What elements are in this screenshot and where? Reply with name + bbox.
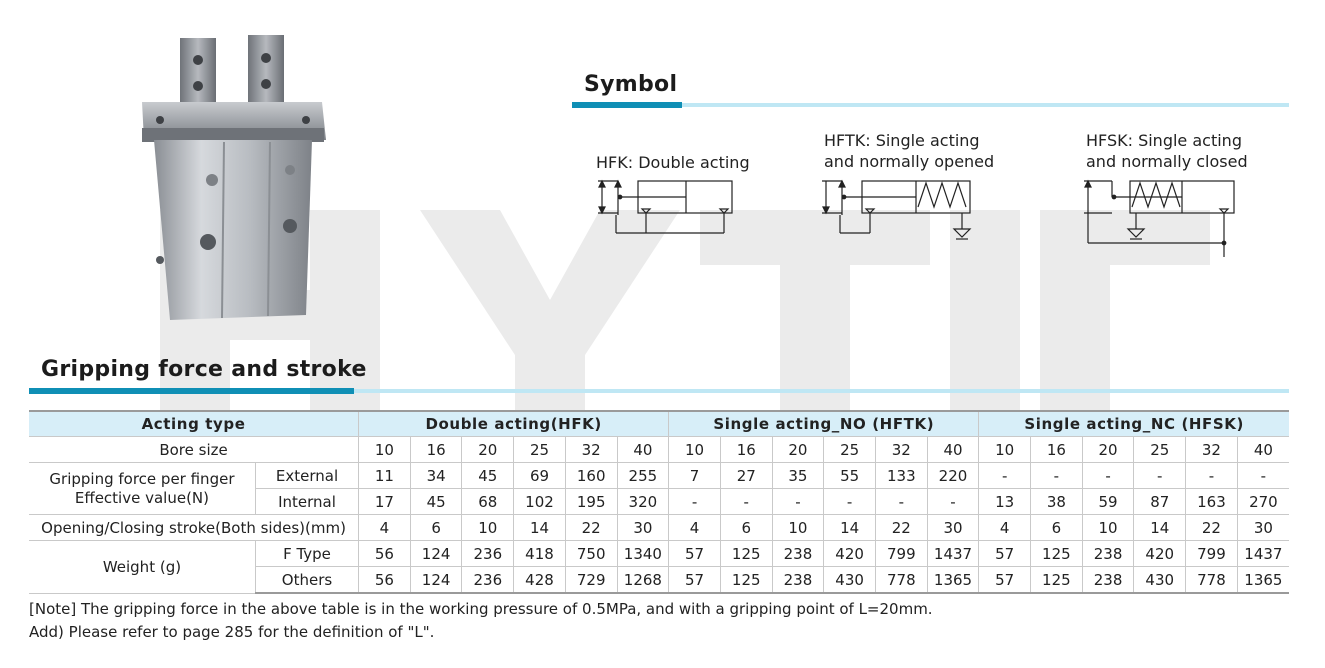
cell: 25 [1134,437,1186,463]
cell: 27 [720,463,772,489]
row-label-others: Others [255,567,358,594]
definition-note: Add) Please refer to page 285 for the definition of "L". [29,623,435,641]
cell: 799 [875,541,927,567]
cell: 40 [927,437,979,463]
hftk-single-acting-no-symbol [822,181,970,239]
cell: 57 [979,541,1031,567]
cell: 238 [772,567,824,594]
cell: 236 [462,567,514,594]
row-label-weight: Weight (g) [29,541,255,594]
group-header-hfk: Double acting(HFK) [359,411,669,437]
cell: - [720,489,772,515]
cell: 56 [359,541,411,567]
hfk-double-acting-symbol [598,181,732,233]
hfsk-label-line2: and normally closed [1086,152,1248,171]
cell: 32 [875,437,927,463]
cell: 30 [617,515,669,541]
hftk-label-line1: HFTK: Single acting [824,131,980,150]
cell: - [1031,463,1083,489]
cell: 7 [669,463,721,489]
row-label-external: External [255,463,358,489]
cell: 420 [1134,541,1186,567]
cell: 125 [1031,541,1083,567]
cell: 1268 [617,567,669,594]
cell: - [979,463,1031,489]
cell: 34 [410,463,462,489]
cell: 32 [565,437,617,463]
cell: 59 [1082,489,1134,515]
group-header-hftk: Single acting_NO (HFTK) [669,411,979,437]
cell: 729 [565,567,617,594]
cell: 25 [824,437,876,463]
symbol-title: Symbol [584,72,678,97]
cell: 40 [617,437,669,463]
cell: 1365 [927,567,979,594]
gripping-title-rule [354,389,1289,393]
cell: 6 [720,515,772,541]
cell: 4 [669,515,721,541]
acting-type-header: Acting type [29,411,359,437]
cell: 30 [1237,515,1289,541]
cell: 10 [1082,515,1134,541]
cell: 14 [824,515,876,541]
cell: 236 [462,541,514,567]
cell: 57 [669,567,721,594]
cell: 125 [720,541,772,567]
cell: 13 [979,489,1031,515]
hfsk-label-line1: HFSK: Single acting [1086,131,1242,150]
cell: 418 [514,541,566,567]
cell: 430 [1134,567,1186,594]
gripping-force-title: Gripping force and stroke [41,357,367,382]
cell: 320 [617,489,669,515]
cell: 16 [720,437,772,463]
cell: 17 [359,489,411,515]
cell: - [772,489,824,515]
hfsk-single-acting-nc-symbol [1084,181,1234,257]
cell: 430 [824,567,876,594]
cell: 1437 [1237,541,1289,567]
cell: 420 [824,541,876,567]
cell: 10 [669,437,721,463]
cell: 55 [824,463,876,489]
cell: 778 [1186,567,1238,594]
cell: 57 [979,567,1031,594]
cell: 14 [1134,515,1186,541]
cell: 20 [462,437,514,463]
cell: 20 [772,437,824,463]
cell: 270 [1237,489,1289,515]
parallel-gripper-photo [130,30,340,330]
cell: 22 [875,515,927,541]
cell: 778 [875,567,927,594]
hfsk-symbol-label [1086,130,1248,172]
cell: 220 [927,463,979,489]
row-label-gripping-force [29,463,255,515]
cell: 14 [514,515,566,541]
row-label-internal: Internal [255,489,358,515]
row-label-ftype: F Type [255,541,358,567]
cell: - [927,489,979,515]
cell: 124 [410,541,462,567]
cell: 22 [565,515,617,541]
cell: 6 [410,515,462,541]
table-row-stroke [29,515,1289,541]
cell: 57 [669,541,721,567]
cell: - [875,489,927,515]
cell: 102 [514,489,566,515]
cell: 6 [1031,515,1083,541]
cell: 1365 [1237,567,1289,594]
spec-table [29,410,1289,594]
hfk-label-line1: HFK: Double acting [596,153,750,172]
cell: 4 [359,515,411,541]
symbol-title-rule [682,103,1289,107]
cell: 4 [979,515,1031,541]
cell: - [1082,463,1134,489]
cell: - [1186,463,1238,489]
cell: 16 [1031,437,1083,463]
table-row-bore [29,437,1289,463]
cell: 10 [772,515,824,541]
gripping-title-underline [29,388,354,394]
cell: 1437 [927,541,979,567]
cell: 10 [979,437,1031,463]
group-header-hfsk: Single acting_NC (HFSK) [979,411,1289,437]
gripping-force-label-line1: Gripping force per finger [49,469,235,488]
hfk-symbol-label [596,152,750,173]
cell: - [1134,463,1186,489]
cell: 40 [1237,437,1289,463]
symbol-title-underline [572,102,682,108]
cell: 69 [514,463,566,489]
cell: 32 [1186,437,1238,463]
table-row-weight-ftype [29,541,1289,567]
cell: 163 [1186,489,1238,515]
cell: 30 [927,515,979,541]
cell: 1340 [617,541,669,567]
cell: 195 [565,489,617,515]
cell: 22 [1186,515,1238,541]
cell: 125 [720,567,772,594]
cell: 56 [359,567,411,594]
cell: 45 [410,489,462,515]
cell: 238 [772,541,824,567]
cell: 68 [462,489,514,515]
cell: 125 [1031,567,1083,594]
pneumatic-symbols [590,175,1290,265]
hftk-label-line2: and normally opened [824,152,995,171]
cell: 20 [1082,437,1134,463]
cell: - [669,489,721,515]
hftk-symbol-label [824,130,994,172]
cell: 10 [462,515,514,541]
gripping-force-label-line2: Effective value(N) [74,488,209,507]
row-label-bore: Bore size [29,437,359,463]
cell: 87 [1134,489,1186,515]
cell: 238 [1082,541,1134,567]
table-header-row [29,411,1289,437]
pressure-note: [Note] The gripping force in the above table is in the working pressure of 0.5MPa, and with a gripping point of L=20mm. [29,600,933,618]
cell: 10 [359,437,411,463]
cell: 750 [565,541,617,567]
cell: 45 [462,463,514,489]
cell: - [1237,463,1289,489]
cell: - [824,489,876,515]
cell: 11 [359,463,411,489]
cell: 428 [514,567,566,594]
cell: 238 [1082,567,1134,594]
row-label-stroke: Opening/Closing stroke(Both sides)(mm) [29,515,359,541]
cell: 124 [410,567,462,594]
cell: 255 [617,463,669,489]
cell: 35 [772,463,824,489]
cell: 160 [565,463,617,489]
cell: 38 [1031,489,1083,515]
cell: 133 [875,463,927,489]
table-row-external [29,463,1289,489]
cell: 799 [1186,541,1238,567]
cell: 16 [410,437,462,463]
cell: 25 [514,437,566,463]
